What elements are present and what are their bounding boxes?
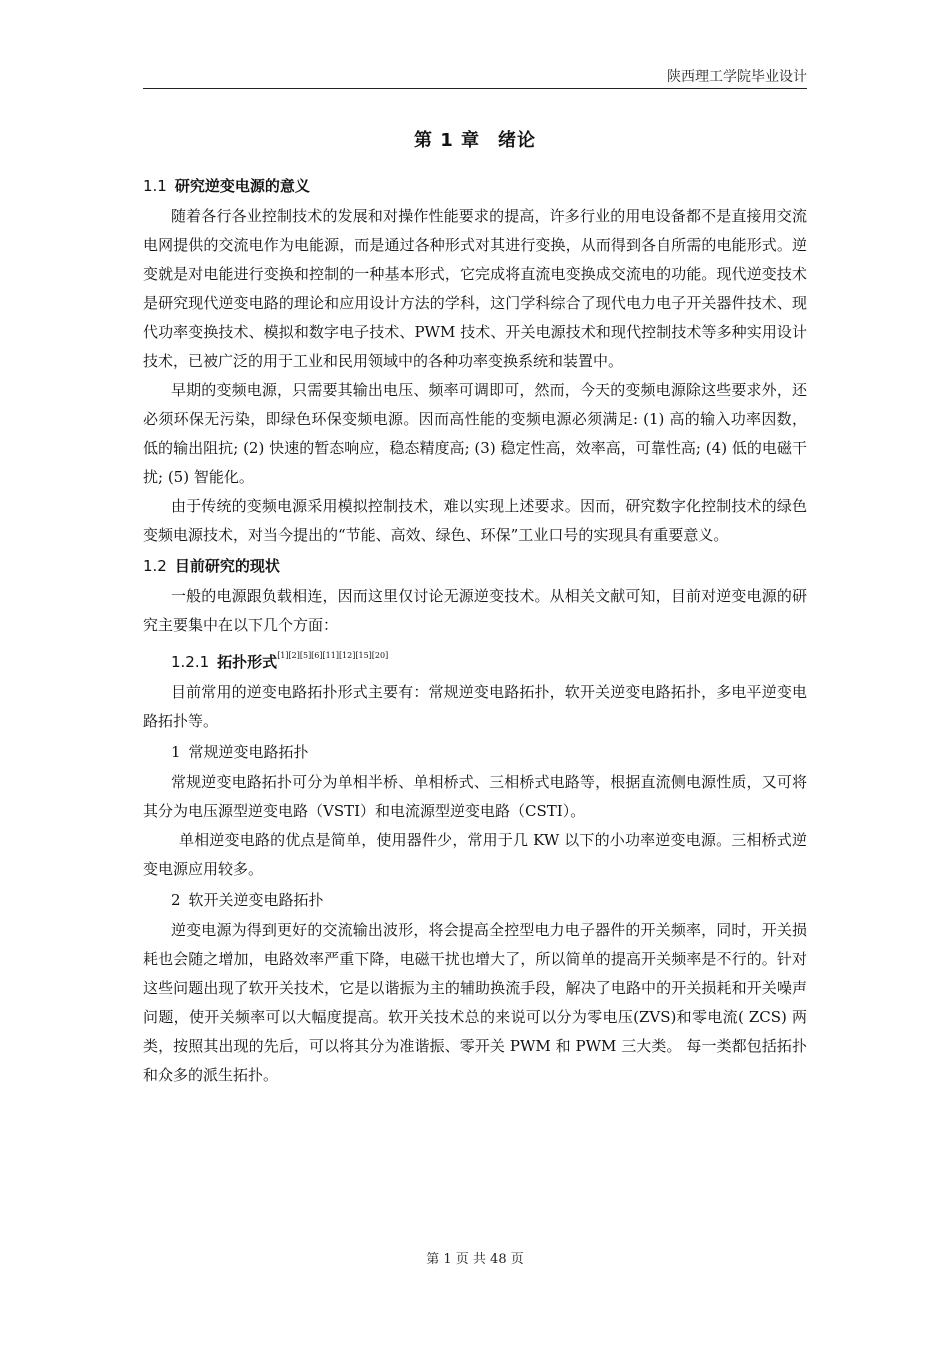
- item-label: 软开关逆变电路拓扑: [188, 891, 324, 909]
- paragraph: 常规逆变电路拓扑可分为单相半桥、单相桥式、三相桥式电路等，根据直流侧电源性质，又可将其分为电压源型逆变电路（VSTI）和电流源型逆变电路（CSTI）。: [143, 773, 807, 820]
- paragraph: 一般的电源跟负载相连，因而这里仅讨论无源逆变技术。从相关文献可知，目前对逆变电源的研究主要集中在以下几个方面：: [143, 587, 807, 634]
- paragraph: 单相逆变电路的优点是简单，使用器件少，常用于几 KW 以下的小功率逆变电源。三相桥式逆变电源应用较多。: [143, 831, 807, 878]
- section-number: 1.2: [143, 557, 167, 575]
- chapter-name: 绪论: [498, 130, 537, 151]
- header-rule: [143, 88, 807, 89]
- section-title: 目前研究的现状: [174, 557, 280, 575]
- subsection-number: 1.2.1: [171, 653, 210, 671]
- chapter-title: [143, 126, 807, 156]
- list-item-heading: [143, 884, 807, 916]
- paragraph: 逆变电源为得到更好的交流输出波形，将会提高全控型电力电子器件的开关频率，同时，开关损耗也会随之增加，电路效率严重下降，电磁干扰也增大了，所以简单的提高开关频率是不行的。针对这些问题出现了软开关技术，它是以谐振为主的辅助换流手段，解决了电路中的开关损耗和开关噪声问题，使开关频率可以大幅度提高。软开关技术总的来说可以分为零电压(ZVS)和零电流( ZCS) 两类，按照其出现的先后，可以将其分为准谐振、零开关 PWM 和 PWM 三大类。 每一类都包括拓扑和众多的派生拓扑。: [143, 921, 807, 1084]
- paragraph: 由于传统的变频电源采用模拟控制技术，难以实现上述要求。因而，研究数字化控制技术的绿色变频电源技术，对当今提出的“节能、高效、绿色、环保”工业口号的实现具有重要意义。: [143, 497, 807, 544]
- paragraph: 随着各行各业控制技术的发展和对操作性能要求的提高，许多行业的用电设备都不是直接用交流电网提供的交流电作为电能源，而是通过各种形式对其进行变换，从而得到各自所需的电能形式。逆变就是对电能进行变换和控制的一种基本形式，它完成将直流电变换成交流电的功能。现代逆变技术是研究现代逆变电路的理论和应用设计方法的学科，这门学科综合了现代电力电子开关器件技术、现代功率变换技术、模拟和数字电子技术、PWM 技术、开关电源技术和现代控制技术等多种实用设计技术，已被广泛的用于工业和民用领域中的各种功率变换系统和装置中。: [143, 207, 807, 370]
- running-header: 陕西理工学院毕业设计: [667, 69, 807, 85]
- citation-refs: [1][2][5][6][11][12][15][20]: [277, 651, 389, 660]
- item-number: 2: [171, 891, 181, 909]
- page-body: [143, 126, 807, 1090]
- item-label: 常规逆变电路拓扑: [188, 743, 309, 761]
- section-heading-1-1: [143, 170, 807, 202]
- section-title: 研究逆变电源的意义: [174, 177, 310, 195]
- section-number: 1.1: [143, 177, 167, 195]
- section-heading-1-2: [143, 550, 807, 582]
- chapter-number: 第 1 章: [413, 130, 481, 151]
- subsection-title: 拓扑形式: [217, 653, 278, 671]
- list-item-heading: [143, 736, 807, 768]
- item-number: 1: [171, 743, 181, 761]
- paragraph: 早期的变频电源，只需要其输出电压、频率可调即可，然而，今天的变频电源除这些要求外，还必须环保无污染，即绿色环保变频电源。因而高性能的变频电源必须满足: (1) 高的输入功率因数，低的输出阻抗; (2) 快速的暂态响应，稳态精度高; (3) 稳定性高，效率高，可靠性高; (4) 低的电磁干扰; (5) 智能化。: [143, 381, 807, 486]
- page-footer: 第 1 页 共 48 页: [426, 1252, 524, 1267]
- paragraph: 目前常用的逆变电路拓扑形式主要有：常规逆变电路拓扑，软开关逆变电路拓扑，多电平逆变电路拓扑等。: [143, 683, 807, 730]
- subsection-heading-1-2-1: [143, 640, 807, 678]
